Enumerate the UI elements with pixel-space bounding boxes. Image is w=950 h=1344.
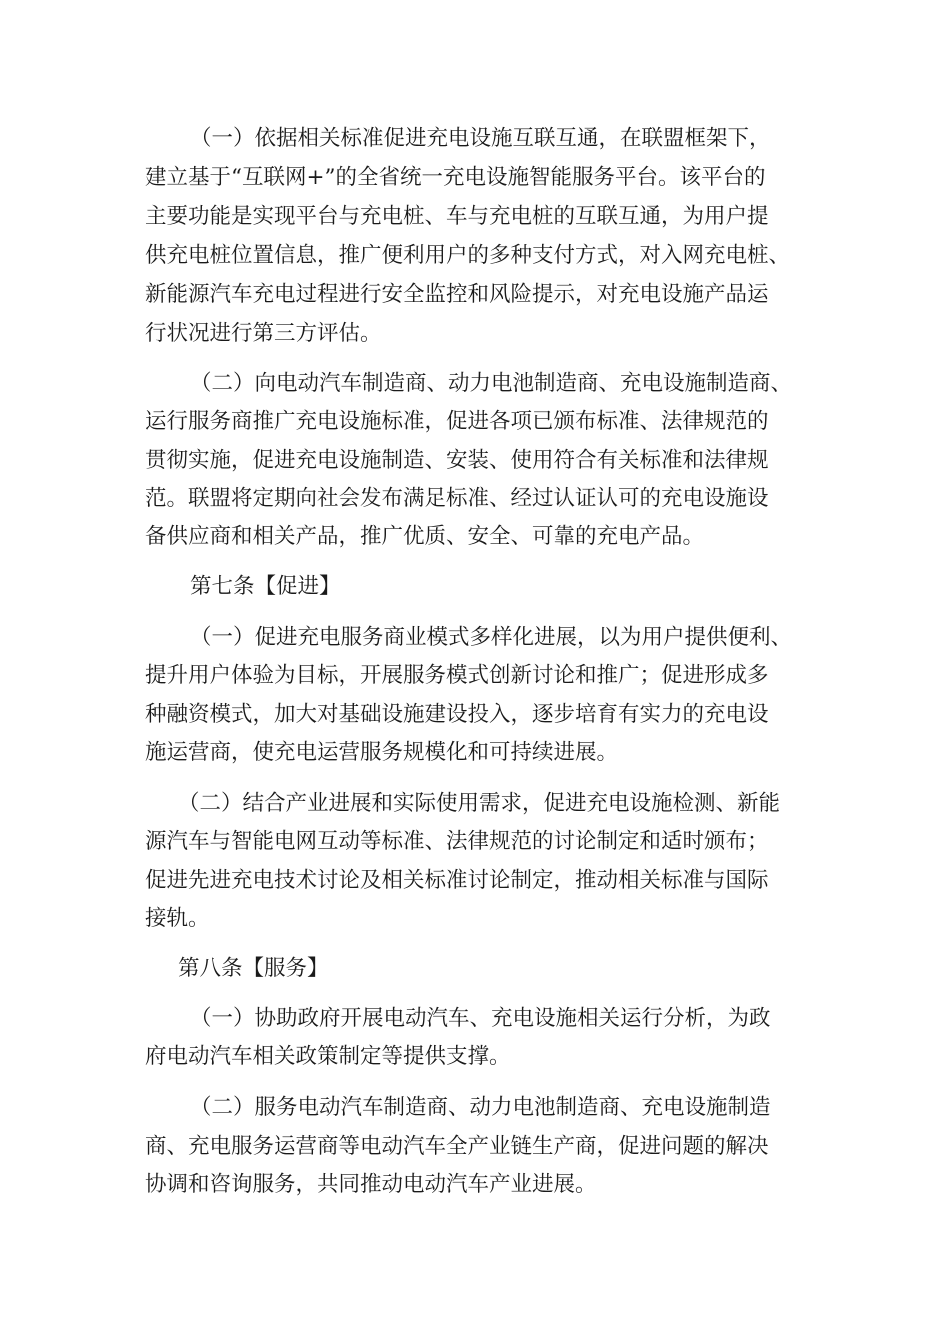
text-line: 府电动汽车相关政策制定等提供支撑。 xyxy=(145,1044,511,1069)
text-line: （二）向电动汽车制造商、动力电池制造商、充电设施制造商、 xyxy=(190,371,793,396)
text-line: （一）促进充电服务商业模式多样化进展，以为用户提供便利、 xyxy=(190,625,793,650)
text-line: 运行服务商推广充电设施标准，促进各项已颁布标准、法律规范的 xyxy=(145,409,769,434)
text-line: （一）协助政府开展电动汽车、充电设施相关运行分析，为政 xyxy=(190,1006,771,1031)
text-line: 供充电桩位置信息，推广便利用户的多种支付方式，对入网充电桩、 xyxy=(145,243,791,268)
text-line: 贯彻实施，促进充电设施制造、安装、使用符合有关标准和法律规 xyxy=(145,448,769,473)
text-line: （二）结合产业进展和实际使用需求，促进充电设施检测、新能 xyxy=(178,791,781,816)
text-line: （二）服务电动汽车制造商、动力电池制造商、充电设施制造 xyxy=(190,1095,771,1120)
text-line: 种融资模式，加大对基础设施建设投入，逐步培育有实力的充电设 xyxy=(145,702,769,727)
text-line: 源汽车与智能电网互动等标准、法律规范的讨论制定和适时颁布； xyxy=(145,829,769,854)
article-heading: 第八条【服务】 xyxy=(178,956,329,981)
text-line: 范。联盟将定期向社会发布满足标准、经过认证认可的充电设施设 xyxy=(145,486,769,511)
text-line: 建立基于“互联网+”的全省统一充电设施智能服务平台。该平台的 xyxy=(145,165,766,190)
text-line: 主要功能是实现平台与充电桩、车与充电桩的互联互通，为用户提 xyxy=(145,204,769,229)
text-line: 提升用户体验为目标，开展服务模式创新讨论和推广；促进形成多 xyxy=(145,663,769,688)
text-line: 接轨。 xyxy=(145,906,210,931)
article-heading: 第七条【促进】 xyxy=(190,574,341,599)
text-line: 协调和咨询服务，共同推动电动汽车产业进展。 xyxy=(145,1172,597,1197)
text-line: 商、充电服务运营商等电动汽车全产业链生产商，促进问题的解决 xyxy=(145,1134,769,1159)
text-line: 备供应商和相关产品，推广优质、安全、可靠的充电产品。 xyxy=(145,524,705,549)
text-line: 行状况进行第三方评估。 xyxy=(145,321,382,346)
text-line: 促进先进充电技术讨论及相关标准讨论制定，推动相关标准与国际 xyxy=(145,868,769,893)
text-line: 新能源汽车充电过程进行安全监控和风险提示，对充电设施产品运 xyxy=(145,282,769,307)
text-line: 施运营商，使充电运营服务规模化和可持续进展。 xyxy=(145,740,619,765)
text-line: （一）依据相关标准促进充电设施互联互通，在联盟框架下， xyxy=(190,126,771,151)
